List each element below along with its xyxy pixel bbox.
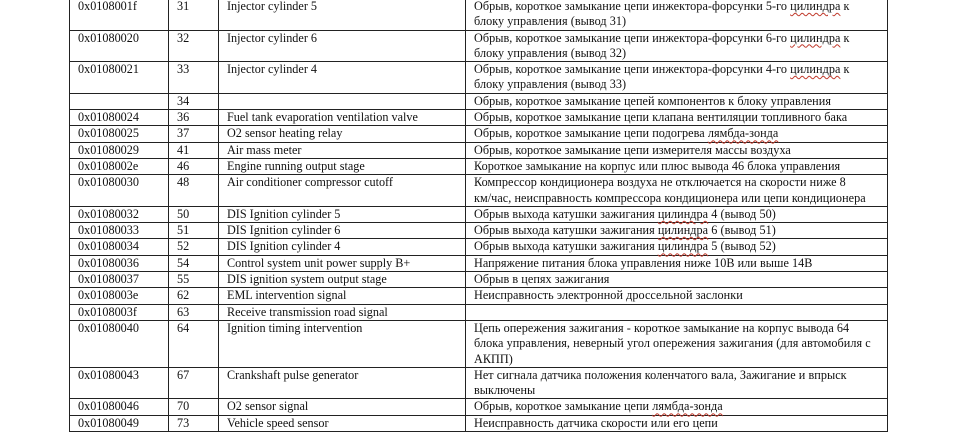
component-name-cell: Air mass meter — [219, 142, 466, 158]
description-cell — [466, 239, 888, 255]
description-line: Обрыв, короткое замыкание цепи инжектора-форсунки 6-го цилиндра к — [474, 30, 850, 45]
pin-number-cell: 50 — [169, 206, 219, 222]
description-line: блока управления, неверный угол опережения зажигания (для автомобиля с — [474, 336, 871, 351]
component-name-cell: Ignition timing intervention — [219, 320, 466, 367]
table-row — [70, 158, 888, 174]
table-row — [70, 206, 888, 222]
component-name-cell: Air conditioner compressor cutoff — [219, 175, 466, 207]
description-cell — [466, 175, 888, 207]
fault-code-cell: 0x01080029 — [70, 142, 169, 158]
description-line: блоку управления (вывод 32) — [474, 45, 627, 60]
component-name-cell: Injector cylinder 6 — [219, 30, 466, 62]
description-cell — [466, 93, 888, 109]
description-cell — [466, 255, 888, 271]
pin-number-cell: 70 — [169, 399, 219, 415]
pin-number-cell: 37 — [169, 126, 219, 142]
description-line: Обрыв, короткое замыкание цепи подогрева лямбда-зонда — [474, 126, 779, 141]
description-cell — [466, 206, 888, 222]
pin-number-cell: 62 — [169, 288, 219, 304]
component-name-cell: EML intervention signal — [219, 288, 466, 304]
description-line: Обрыв выхода катушки зажигания цилиндра 4 (вывод 50) — [474, 206, 776, 221]
pin-number-cell: 67 — [169, 367, 219, 399]
table-row — [70, 223, 888, 239]
description-line: Обрыв, короткое замыкание цепи измерителя массы воздуха — [474, 142, 791, 157]
description-cell — [466, 126, 888, 142]
fault-code-cell: 0x01080021 — [70, 62, 169, 94]
fault-code-cell: 0x01080025 — [70, 126, 169, 142]
pin-number-cell: 34 — [169, 93, 219, 109]
table-row — [70, 415, 888, 431]
fault-code-cell: 0x01080043 — [70, 367, 169, 399]
fault-code-cell — [70, 93, 169, 109]
description-line: АКПП) — [474, 351, 513, 366]
component-name-cell: O2 sensor signal — [219, 399, 466, 415]
table-row — [70, 142, 888, 158]
fault-code-cell: 0x0108001f — [70, 0, 169, 30]
table-row — [70, 320, 888, 367]
fault-code-cell: 0x01080037 — [70, 272, 169, 288]
description-line: Нет сигнала датчика положения коленчатого вала, Зажигание и впрыск — [474, 367, 847, 382]
fault-code-cell: 0x0108002e — [70, 158, 169, 174]
description-cell — [466, 223, 888, 239]
component-name-cell: Control system unit power supply B+ — [219, 255, 466, 271]
component-name-cell: Injector cylinder 4 — [219, 62, 466, 94]
pin-number-cell: 33 — [169, 62, 219, 94]
table-row — [70, 255, 888, 271]
pin-number-cell: 41 — [169, 142, 219, 158]
component-name-cell — [219, 93, 466, 109]
description-line: Напряжение питания блока управления ниже 10В или выше 14В — [474, 255, 813, 270]
table-row — [70, 304, 888, 320]
component-name-cell: DIS Ignition cylinder 6 — [219, 223, 466, 239]
fault-code-cell: 0x01080040 — [70, 320, 169, 367]
component-name-cell: Injector cylinder 5 — [219, 0, 466, 30]
fault-code-cell: 0x0108003f — [70, 304, 169, 320]
component-name-cell: Crankshaft pulse generator — [219, 367, 466, 399]
table-row — [70, 272, 888, 288]
description-line: выключены — [474, 383, 536, 398]
description-line: Обрыв, короткое замыкание цепи инжектора-форсунки 4-го цилиндра к — [474, 62, 850, 77]
table-row — [70, 367, 888, 399]
description-line: Компрессор кондиционера воздуха не отключается на скорости ниже 8 — [474, 175, 846, 190]
description-line: Обрыв, короткое замыкание цепи лямбда-зонда — [474, 399, 723, 414]
description-line: Цепь опережения зажигания - короткое замыкание на корпус вывода 64 — [474, 320, 850, 335]
table-row — [70, 288, 888, 304]
fault-code-cell: 0x01080034 — [70, 239, 169, 255]
description-cell — [466, 320, 888, 367]
pin-number-cell: 32 — [169, 30, 219, 62]
component-name-cell: DIS Ignition cylinder 4 — [219, 239, 466, 255]
fault-code-cell: 0x01080049 — [70, 415, 169, 431]
table-row — [70, 110, 888, 126]
description-line: Обрыв выхода катушки зажигания цилиндра 6 (вывод 51) — [474, 223, 776, 238]
table-row — [70, 93, 888, 109]
table-row — [70, 30, 888, 62]
component-name-cell: DIS ignition system output stage — [219, 272, 466, 288]
description-line: блоку управления (вывод 33) — [474, 77, 627, 92]
fault-code-table — [69, 0, 888, 432]
description-cell — [466, 304, 888, 320]
table-row — [70, 399, 888, 415]
description-line: Обрыв выхода катушки зажигания цилиндра 5 (вывод 52) — [474, 239, 776, 254]
description-line: Обрыв, короткое замыкание цепей компонентов к блоку управления — [474, 93, 831, 108]
description-cell — [466, 272, 888, 288]
description-cell — [466, 288, 888, 304]
table-row — [70, 239, 888, 255]
fault-code-cell: 0x01080046 — [70, 399, 169, 415]
component-name-cell: Engine running output stage — [219, 158, 466, 174]
fault-code-cell: 0x01080033 — [70, 223, 169, 239]
component-name-cell: Vehicle speed sensor — [219, 415, 466, 431]
description-cell — [466, 158, 888, 174]
description-line: км/час, неисправность компрессора кондиционера или цепи кондиционера — [474, 190, 866, 205]
table-row — [70, 0, 888, 30]
pin-number-cell: 46 — [169, 158, 219, 174]
fault-code-cell: 0x01080030 — [70, 175, 169, 207]
table-row — [70, 126, 888, 142]
pin-number-cell: 54 — [169, 255, 219, 271]
description-line: Короткое замыкание на корпус или плюс вывода 46 блока управления — [474, 158, 841, 173]
description-line: Обрыв в цепях зажигания — [474, 272, 610, 287]
fault-code-cell: 0x0108003e — [70, 288, 169, 304]
description-line: Обрыв, короткое замыкание цепи инжектора-форсунки 5-го цилиндра к — [474, 0, 850, 13]
description-cell — [466, 399, 888, 415]
component-name-cell: DIS Ignition cylinder 5 — [219, 206, 466, 222]
fault-code-cell: 0x01080036 — [70, 255, 169, 271]
description-cell — [466, 30, 888, 62]
pin-number-cell: 64 — [169, 320, 219, 367]
description-line: Неисправность электронной дроссельной заслонки — [474, 288, 743, 303]
description-cell — [466, 62, 888, 94]
table-row — [70, 175, 888, 207]
component-name-cell: Fuel tank evaporation ventilation valve — [219, 110, 466, 126]
description-cell — [466, 0, 888, 30]
description-cell — [466, 415, 888, 431]
description-line: Неисправность датчика скорости или его цепи — [474, 415, 718, 430]
fault-code-cell: 0x01080024 — [70, 110, 169, 126]
description-line: блоку управления (вывод 31) — [474, 14, 627, 29]
pin-number-cell: 52 — [169, 239, 219, 255]
table-row — [70, 62, 888, 94]
description-cell — [466, 367, 888, 399]
pin-number-cell: 73 — [169, 415, 219, 431]
pin-number-cell: 63 — [169, 304, 219, 320]
pin-number-cell: 36 — [169, 110, 219, 126]
pin-number-cell: 48 — [169, 175, 219, 207]
pin-number-cell: 55 — [169, 272, 219, 288]
component-name-cell: O2 sensor heating relay — [219, 126, 466, 142]
pin-number-cell: 51 — [169, 223, 219, 239]
fault-code-cell: 0x01080032 — [70, 206, 169, 222]
description-line: Обрыв, короткое замыкание цепи клапана вентиляции топливного бака — [474, 110, 848, 125]
description-cell — [466, 110, 888, 126]
fault-code-table-body — [70, 0, 888, 432]
pin-number-cell: 31 — [169, 0, 219, 30]
description-cell — [466, 142, 888, 158]
component-name-cell: Receive transmission road signal — [219, 304, 466, 320]
fault-code-cell: 0x01080020 — [70, 30, 169, 62]
